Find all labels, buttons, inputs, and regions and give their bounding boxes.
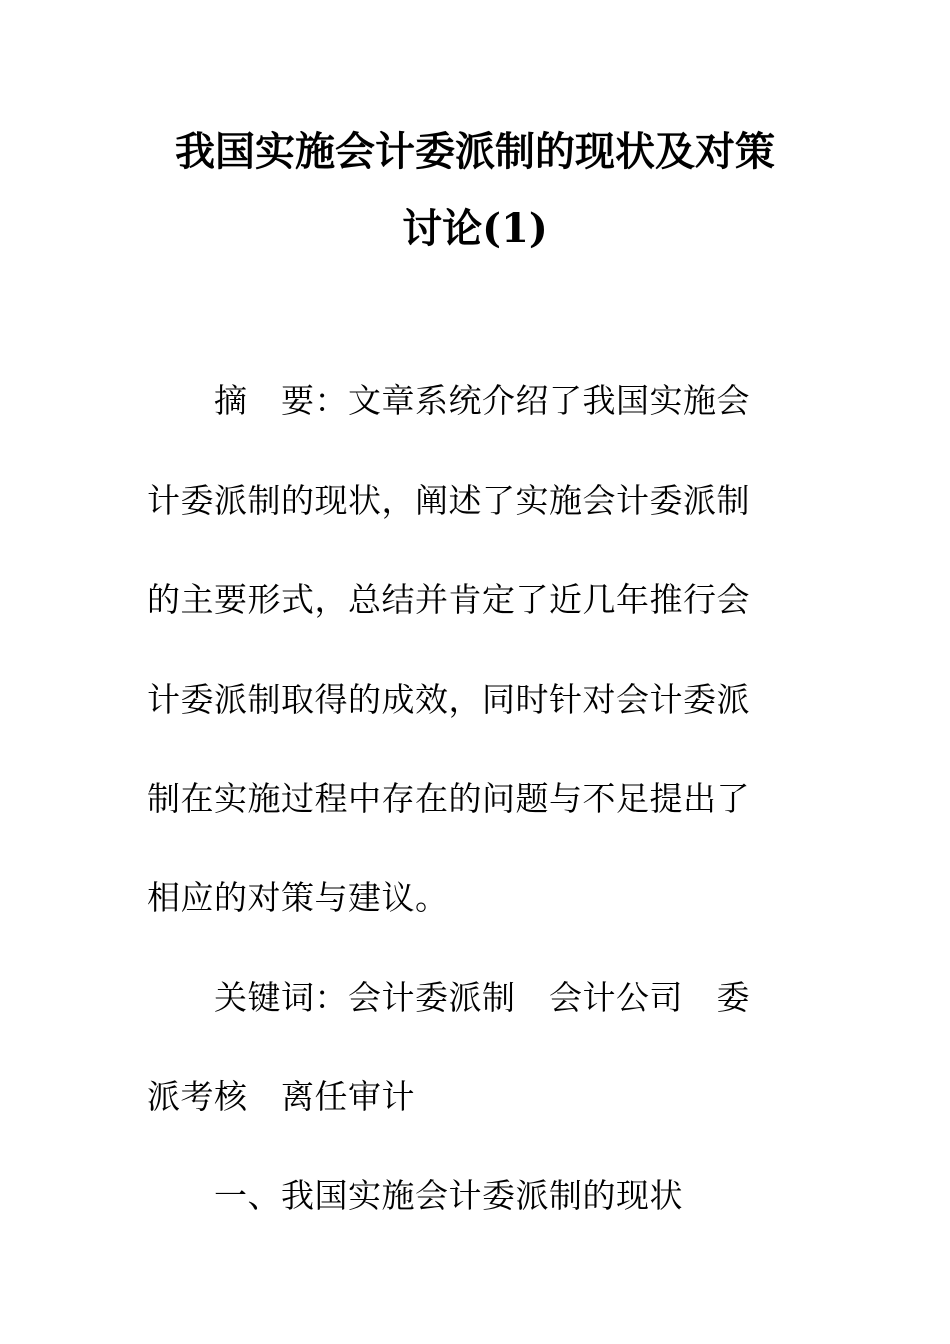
keywords-line-1: 关键词：会计委派制 会计公司 委 (214, 978, 750, 1017)
title-line-1: 我国实施会计委派制的现状及对策 (175, 128, 775, 175)
abstract-line-3: 的主要形式，总结并肯定了近几年推行会 (147, 580, 750, 619)
keywords-line-2: 派考核 离任审计 (147, 1077, 415, 1116)
abstract-line-5: 制在实施过程中存在的问题与不足提出了 (147, 779, 750, 818)
abstract-line-2: 计委派制的现状，阐述了实施会计委派制 (147, 481, 750, 520)
section-heading: 一、我国实施会计委派制的现状 (214, 1176, 683, 1215)
abstract-line-4: 计委派制取得的成效，同时针对会计委派 (147, 680, 750, 719)
abstract-line-6: 相应的对策与建议。 (147, 878, 449, 917)
title-line-2: 讨论(1) (402, 205, 548, 252)
abstract-line-1: 摘 要：文章系统介绍了我国实施会 (214, 381, 750, 420)
